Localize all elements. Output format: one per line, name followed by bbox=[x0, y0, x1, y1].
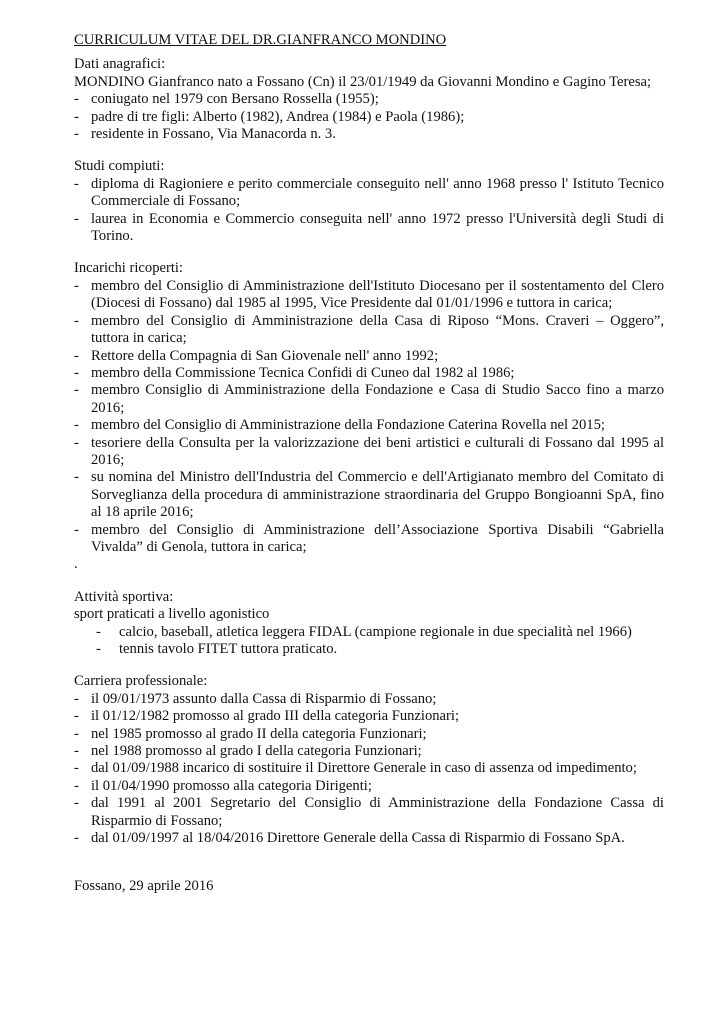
section-sports bbox=[74, 589, 664, 659]
document-title: CURRICULUM VITAE DEL DR.GIANFRANCO MONDINO bbox=[74, 32, 447, 48]
list-item: - tennis tavolo FITET tuttora praticato. bbox=[74, 641, 664, 658]
list-item: - membro del Consiglio di Amministrazione della Fondazione Caterina Rovella nel 2015; bbox=[74, 417, 664, 434]
heading-personal: Dati anagrafici: bbox=[74, 56, 166, 73]
list-item: - membro Consiglio di Amministrazione della Fondazione e Casa di Studio Sacco fino a marzo 2016; bbox=[74, 382, 664, 417]
section-personal bbox=[74, 56, 664, 143]
list-item: - nel 1988 promosso al grado I della categoria Funzionari; bbox=[74, 743, 664, 760]
list-item: - membro della Commissione Tecnica Confidi di Cuneo dal 1982 al 1986; bbox=[74, 365, 664, 382]
list-item: - membro del Consiglio di Amministrazione della Casa di Riposo “Mons. Craveri – Oggero”, tuttora in carica; bbox=[74, 313, 664, 348]
list-sports bbox=[74, 624, 664, 659]
list-item: - su nomina del Ministro dell'Industria del Commercio e dell'Artigianato membro del Comitato di Sorveglianza della procedura di amministrazione straordinaria del Gruppo Bongioanni SpA, fino al 18 aprile 2016; bbox=[74, 469, 664, 521]
heading-studies: Studi compiuti: bbox=[74, 158, 165, 175]
list-studies bbox=[74, 176, 664, 246]
heading-sports: Attività sportiva: bbox=[74, 588, 174, 605]
list-item: - calcio, baseball, atletica leggera FIDAL (campione regionale in due specialità nel 1966) bbox=[74, 624, 664, 641]
list-item: - membro del Consiglio di Amministrazione dell’Associazione Sportiva Disabili “Gabriella Vivalda” di Genola, tuttora in carica; bbox=[74, 522, 664, 557]
list-item: - Rettore della Compagnia di San Giovenale nell' anno 1992; bbox=[74, 348, 664, 365]
section-studies bbox=[74, 158, 664, 245]
list-item: - il 09/01/1973 assunto dalla Cassa di Risparmio di Fossano; bbox=[74, 691, 664, 708]
section-career bbox=[74, 673, 664, 847]
list-item: - dal 01/09/1997 al 18/04/2016 Direttore Generale della Cassa di Risparmio di Fossano SpA. bbox=[74, 830, 664, 847]
list-positions bbox=[74, 278, 664, 557]
list-item: - dal 1991 al 2001 Segretario del Consiglio di Amministrazione della Fondazione Cassa di Risparmio di Fossano; bbox=[74, 795, 664, 830]
document-page bbox=[74, 32, 664, 896]
list-item: - il 01/04/1990 promosso alla categoria Dirigenti; bbox=[74, 778, 664, 795]
list-item: - diploma di Ragioniere e perito commerciale conseguito nell' anno 1968 presso l' Istituto Tecnico Commerciale di Fossano; bbox=[74, 176, 664, 211]
place-date: Fossano, 29 aprile 2016 bbox=[74, 878, 214, 895]
list-item: - residente in Fossano, Via Manacorda n. 3. bbox=[74, 126, 664, 143]
list-item: - laurea in Economia e Commercio conseguita nell' anno 1972 presso l'Università degli Studi di Torino. bbox=[74, 211, 664, 246]
list-item: - tesoriere della Consulta per la valorizzazione dei beni artistici e culturali di Fossano dal 1995 al 2016; bbox=[74, 435, 664, 470]
list-personal bbox=[74, 91, 664, 143]
list-item: - il 01/12/1982 promosso al grado III della categoria Funzionari; bbox=[74, 708, 664, 725]
heading-career: Carriera professionale: bbox=[74, 673, 208, 690]
section-positions bbox=[74, 260, 664, 573]
heading-positions: Incarichi ricoperti: bbox=[74, 260, 183, 277]
trailing-period: . bbox=[74, 556, 78, 573]
list-career bbox=[74, 691, 664, 848]
list-item: - nel 1985 promosso al grado II della categoria Funzionari; bbox=[74, 726, 664, 743]
list-item: - membro del Consiglio di Amministrazione dell'Istituto Diocesano per il sostentamento del Clero (Diocesi di Fossano) dal 1985 al 1995, Vice Presidente dal 01/01/1996 e tuttora in carica; bbox=[74, 278, 664, 313]
personal-intro: MONDINO Gianfranco nato a Fossano (Cn) il 23/01/1949 da Giovanni Mondino e Gagino Teresa; bbox=[74, 73, 652, 90]
list-item: - dal 01/09/1988 incarico di sostituire il Direttore Generale in caso di assenza od impedimento; bbox=[74, 760, 664, 777]
list-item: - padre di tre figli: Alberto (1982), Andrea (1984) e Paola (1986); bbox=[74, 109, 664, 126]
sports-subheading: sport praticati a livello agonistico bbox=[74, 606, 270, 623]
list-item: - coniugato nel 1979 con Bersano Rossella (1955); bbox=[74, 91, 664, 108]
